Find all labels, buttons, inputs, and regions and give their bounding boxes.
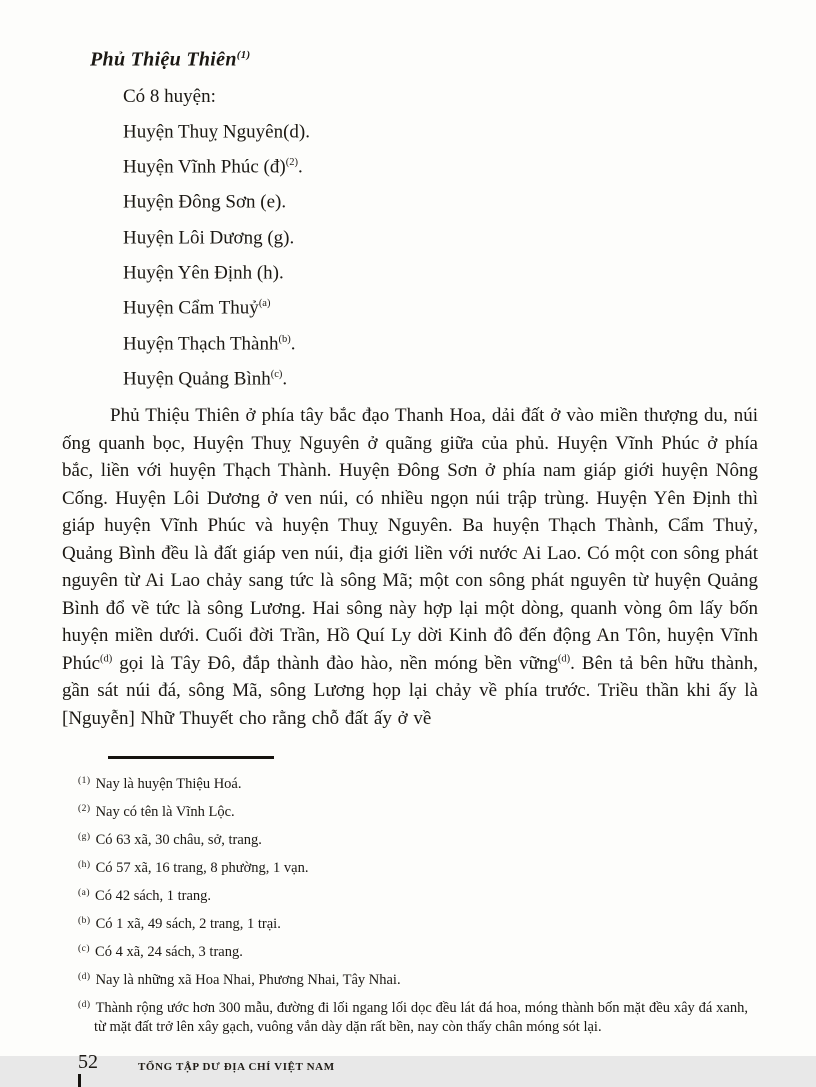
footnote-separator-rule [108,756,274,759]
book-title: TỔNG TẬP DƯ ĐỊA CHÍ VIỆT NAM [138,1061,335,1074]
footnote-text: Nay là huyện Thiệu Hoá. [95,776,242,793]
footnote [78,856,758,878]
district-footnote-ref: (a) [258,298,271,310]
paragraph-footnote-ref: (d) [557,653,571,665]
district-list [123,81,758,395]
footnote-text: Có 1 xã, 49 sách, 2 trang, 1 trại. [95,916,281,933]
footnote [78,912,758,934]
footnote-text: Có 42 sách, 1 trang. [95,888,212,905]
district-item [123,218,758,253]
district-item [123,359,758,394]
section-title-text: Phủ Thiệu Thiên [90,48,237,71]
section-title [90,42,758,73]
district-item-text: Huyện Đông Sơn (e). [123,191,287,213]
district-item [123,147,758,182]
footnote [78,968,758,990]
district-item [123,112,758,147]
footnote-text: Có 4 xã, 24 sách, 3 trang. [95,944,243,961]
district-item-text: Huyện Thuỵ Nguyên(d). [123,120,310,142]
page-number-block [78,1052,98,1087]
footnote [78,772,758,794]
district-count-line: Có 8 huyện: [123,85,216,107]
district-footnote-ref: (2) [285,156,298,168]
district-item [123,253,758,288]
district-footnote-ref: (b) [278,333,291,345]
footnote [78,996,758,1036]
body-paragraph [62,402,758,732]
footnote [78,940,758,962]
footnote-marker: (d) [78,1000,91,1011]
district-item-text: Huyện Vĩnh Phúc (đ) [123,156,286,178]
footnote-marker: (h) [78,860,91,871]
footnote [78,800,758,822]
district-item-text: Huyện Thạch Thành [123,332,279,354]
footnote-marker: (1) [78,776,91,787]
footnote-marker: (2) [78,804,91,815]
district-item-text: Huyện Cẩm Thuỷ [123,297,259,319]
footnote-text: Có 63 xã, 30 châu, sở, trang. [95,832,262,849]
district-item-tail: . [282,368,288,390]
district-item [123,182,758,217]
district-footnote-ref: (c) [270,368,283,380]
footnote-text: Thành rộng ước hơn 300 mẫu, đường đi lối ngang lối dọc đều lát đá hoa, móng thành bốn mặt đều xây đá xanh, từ mặt đất trở lên xây gạch, vuông vắn dày dặn rất bền, nay còn thấy chân móng sót lại. [94,1000,748,1035]
footnote-marker: (b) [78,916,91,927]
district-item [123,324,758,359]
page-footer [78,1052,758,1087]
paragraph-text: . Bên tả bên hữu thành, gần sát núi đá, sông Mã, sông Lương họp lại chảy về phía trước. Triều thần khi ấy là [Nguyễn] Nhữ Thuyết cho rằng chỗ đất ấy ở về [62,652,758,729]
district-item-tail: . [290,332,296,354]
footnote [78,884,758,906]
district-item [123,288,758,323]
district-item-text: Huyện Yên Định (h). [123,262,284,284]
section-title-footnote-ref: (1) [236,49,251,61]
footnote [78,828,758,850]
footnote-list [78,772,758,1036]
district-item-text: Huyện Lôi Dương (g). [123,226,295,248]
paragraph-text: Phủ Thiệu Thiên ở phía tây bắc đạo Thanh Hoa, dải đất ở vào miền thượng du, núi ống quanh bọc, Huyện Thuỵ Nguyên ở quãng giữa của phủ. Huyện Vĩnh Phúc ở phía bắc, liền với huyện Thạch Thành. Huyện Đông Sơn ở phía nam giáp giới huyện Nông Cống. Huyện Lôi Dương ở ven núi, có nhiều ngọn núi trập trùng. Huyện Yên Định thì giáp huyện Vĩnh Phúc và huyện Thuỵ Nguyên. Ba huyện Thạch Thành, Cẩm Thuỷ, Quảng Bình đều là đất giáp ven núi, địa giới liền với nước Ai Lao. Có một con sông phát nguyên từ Ai Lao chảy sang tức là sông Mã; một con sông phát nguyên từ huyện Quảng Bình đổ về tức là sông Lương. Hai sông này hợp lại một dòng, quanh vòng ôm lấy bốn huyện miền dưới. Cuối đời Trần, Hồ Quí Ly dời Kinh đô đến động An Tôn, huyện Vĩnh Phúc [62,405,758,674]
district-item-tail: . [297,156,303,178]
footnote-marker: (c) [78,944,91,955]
paragraph-text: gọi là Tây Đô, đắp thành đào hào, nền móng bền vững [112,652,558,674]
footnote-marker: (a) [78,888,91,899]
footnote-text: Có 57 xã, 16 trang, 8 phường, 1 vạn. [95,860,309,877]
page-number: 52 [78,1051,98,1074]
footnote-text: Nay có tên là Vĩnh Lộc. [95,804,235,821]
footnote-marker: (d) [78,972,91,983]
footnote-text: Nay là những xã Hoa Nhai, Phương Nhai, Tây Nhai. [95,972,401,989]
footnote-marker: (g) [78,832,91,843]
district-item-text: Huyện Quảng Bình [123,368,271,390]
paragraph-footnote-ref: (d) [100,653,113,665]
footer-tick-mark [78,1074,81,1087]
